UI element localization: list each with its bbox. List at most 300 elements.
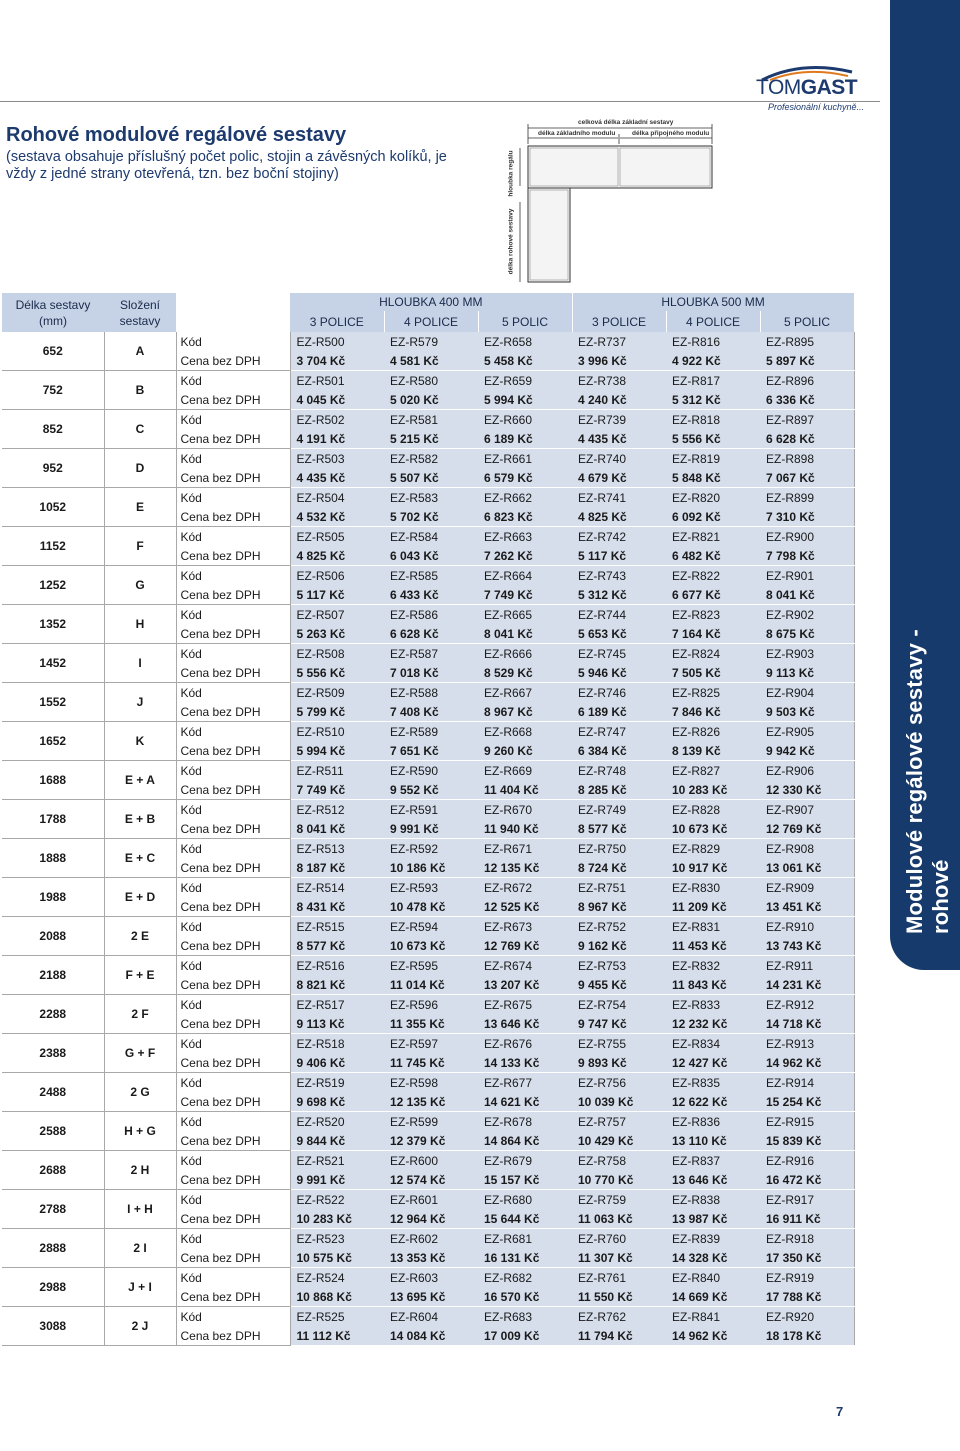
table-row [2,800,854,820]
row-composition: B [104,371,176,410]
product-code: EZ-R582 [384,449,478,469]
row-length: 652 [2,332,104,371]
product-code: EZ-R759 [572,1190,666,1210]
price-value: 10 039 Kč [572,1092,666,1112]
price-value: 6 823 Kč [478,507,572,527]
price-value: 10 283 Kč [290,1209,384,1229]
row-composition: I + H [104,1190,176,1229]
product-code: EZ-R671 [478,839,572,859]
side-tab-label: Modulové regálové sestavy - rohové [902,629,953,934]
table-row [2,917,854,937]
product-code: EZ-R833 [666,995,760,1015]
price-label: Cena bez DPH [176,819,290,839]
price-value: 7 798 Kč [760,546,854,566]
product-code: EZ-R525 [290,1307,384,1327]
product-code: EZ-R592 [384,839,478,859]
header-shelves-500-3: 3 POLICE [572,311,666,332]
row-length: 2988 [2,1268,104,1307]
product-code: EZ-R505 [290,527,384,547]
price-value: 8 431 Kč [290,897,384,917]
price-value: 8 724 Kč [572,858,666,878]
price-value: 6 384 Kč [572,741,666,761]
product-code: EZ-R676 [478,1034,572,1054]
price-value: 7 164 Kč [666,624,760,644]
price-value: 10 868 Kč [290,1287,384,1307]
code-label: Kód [176,878,290,898]
price-value: 4 045 Kč [290,390,384,410]
price-value: 14 084 Kč [384,1326,478,1346]
product-code: EZ-R665 [478,605,572,625]
price-label: Cena bez DPH [176,507,290,527]
table-row [2,605,854,625]
row-length: 2588 [2,1112,104,1151]
row-composition: E + C [104,839,176,878]
product-code: EZ-R659 [478,371,572,391]
row-composition: C [104,410,176,449]
row-length: 1352 [2,605,104,644]
code-label: Kód [176,839,290,859]
product-code: EZ-R678 [478,1112,572,1132]
price-value: 14 962 Kč [666,1326,760,1346]
product-code: EZ-R827 [666,761,760,781]
price-value: 9 455 Kč [572,975,666,995]
product-code: EZ-R757 [572,1112,666,1132]
price-value: 5 994 Kč [478,390,572,410]
row-composition: H + G [104,1112,176,1151]
product-code: EZ-R595 [384,956,478,976]
product-code: EZ-R836 [666,1112,760,1132]
row-composition: I [104,644,176,683]
diagram-label-corner: délka rohové sestavy [507,208,515,275]
price-value: 8 577 Kč [290,936,384,956]
product-code: EZ-R518 [290,1034,384,1054]
table-row [2,1190,854,1210]
title-block [6,124,476,183]
price-value: 5 312 Kč [666,390,760,410]
row-composition: G [104,566,176,605]
price-value: 17 350 Kč [760,1248,854,1268]
price-value: 6 628 Kč [384,624,478,644]
price-value: 10 478 Kč [384,897,478,917]
price-value: 9 991 Kč [384,819,478,839]
price-label: Cena bez DPH [176,663,290,683]
product-code: EZ-R746 [572,683,666,703]
product-code: EZ-R832 [666,956,760,976]
header-depth-400: HLOUBKA 400 MM [290,293,572,311]
row-composition: E + B [104,800,176,839]
product-code: EZ-R919 [760,1268,854,1288]
product-code: EZ-R837 [666,1151,760,1171]
price-value: 7 310 Kč [760,507,854,527]
code-label: Kód [176,800,290,820]
product-code: EZ-R590 [384,761,478,781]
price-value: 6 677 Kč [666,585,760,605]
price-value: 9 747 Kč [572,1014,666,1034]
code-label: Kód [176,410,290,430]
price-value: 8 041 Kč [478,624,572,644]
product-code: EZ-R758 [572,1151,666,1171]
product-code: EZ-R908 [760,839,854,859]
page-subtitle: (sestava obsahuje příslušný počet polic, stojin a závěsných kolíků, je vždy z jedné strany otevřená, tzn. bez boční stojiny) [6,149,447,182]
price-value: 12 964 Kč [384,1209,478,1229]
header-rule [0,101,880,102]
product-code: EZ-R587 [384,644,478,664]
price-value: 12 232 Kč [666,1014,760,1034]
price-value: 9 698 Kč [290,1092,384,1112]
price-value: 11 307 Kč [572,1248,666,1268]
row-length: 1652 [2,722,104,761]
price-value: 14 621 Kč [478,1092,572,1112]
price-value: 8 041 Kč [290,819,384,839]
product-code: EZ-R737 [572,332,666,351]
price-label: Cena bez DPH [176,351,290,371]
price-value: 5 117 Kč [290,585,384,605]
page-number: 7 [836,1404,844,1419]
product-code: EZ-R754 [572,995,666,1015]
code-label: Kód [176,722,290,742]
price-value: 5 117 Kč [572,546,666,566]
product-code: EZ-R831 [666,917,760,937]
price-value: 7 651 Kč [384,741,478,761]
code-label: Kód [176,605,290,625]
price-value: 13 451 Kč [760,897,854,917]
product-code: EZ-R913 [760,1034,854,1054]
price-label: Cena bez DPH [176,936,290,956]
price-value: 16 472 Kč [760,1170,854,1190]
product-code: EZ-R517 [290,995,384,1015]
price-value: 3 704 Kč [290,351,384,371]
product-code: EZ-R585 [384,566,478,586]
price-label: Cena bez DPH [176,702,290,722]
row-length: 2388 [2,1034,104,1073]
product-code: EZ-R591 [384,800,478,820]
product-code: EZ-R600 [384,1151,478,1171]
table-row [2,449,854,469]
product-code: EZ-R683 [478,1307,572,1327]
diagram-label-total: celková délka základní sestavy [578,119,674,126]
price-value: 17 788 Kč [760,1287,854,1307]
price-value: 12 622 Kč [666,1092,760,1112]
product-code: EZ-R828 [666,800,760,820]
price-value: 8 967 Kč [572,897,666,917]
price-value: 7 749 Kč [290,780,384,800]
product-code: EZ-R680 [478,1190,572,1210]
price-value: 9 503 Kč [760,702,854,722]
product-code: EZ-R667 [478,683,572,703]
price-value: 5 215 Kč [384,429,478,449]
table-row [2,527,854,547]
code-label: Kód [176,1190,290,1210]
product-code: EZ-R503 [290,449,384,469]
price-value: 6 433 Kč [384,585,478,605]
price-value: 9 942 Kč [760,741,854,761]
table-row [2,1229,854,1249]
header-length: Délka sestavy (mm) [2,293,104,332]
row-length: 1888 [2,839,104,878]
price-value: 13 207 Kč [478,975,572,995]
table-row [2,956,854,976]
price-label: Cena bez DPH [176,468,290,488]
price-value: 4 191 Kč [290,429,384,449]
price-value: 5 020 Kč [384,390,478,410]
price-value: 6 189 Kč [478,429,572,449]
price-label: Cena bez DPH [176,1209,290,1229]
price-value: 12 525 Kč [478,897,572,917]
diagram-label-add: délka připojného modulu [632,130,710,137]
product-code: EZ-R820 [666,488,760,508]
price-value: 8 139 Kč [666,741,760,761]
product-code: EZ-R761 [572,1268,666,1288]
table-row [2,722,854,742]
price-value: 9 260 Kč [478,741,572,761]
code-label: Kód [176,1307,290,1327]
code-label: Kód [176,1073,290,1093]
product-code: EZ-R901 [760,566,854,586]
product-code: EZ-R597 [384,1034,478,1054]
price-value: 4 581 Kč [384,351,478,371]
price-value: 11 014 Kč [384,975,478,995]
row-length: 1252 [2,566,104,605]
product-code: EZ-R755 [572,1034,666,1054]
product-code: EZ-R740 [572,449,666,469]
tomgast-logo [756,58,865,118]
product-code: EZ-R679 [478,1151,572,1171]
product-code: EZ-R584 [384,527,478,547]
price-value: 14 669 Kč [666,1287,760,1307]
corner-shelf-drawing [500,118,730,288]
price-value: 18 178 Kč [760,1326,854,1346]
row-composition: H [104,605,176,644]
product-code: EZ-R822 [666,566,760,586]
product-code: EZ-R513 [290,839,384,859]
price-value: 6 189 Kč [572,702,666,722]
price-value: 7 505 Kč [666,663,760,683]
price-value: 5 507 Kč [384,468,478,488]
code-label: Kód [176,995,290,1015]
product-code: EZ-R508 [290,644,384,664]
row-composition: G + F [104,1034,176,1073]
product-code: EZ-R594 [384,917,478,937]
price-value: 14 328 Kč [666,1248,760,1268]
row-composition: 2 E [104,917,176,956]
price-value: 5 312 Kč [572,585,666,605]
code-label: Kód [176,449,290,469]
product-code: EZ-R602 [384,1229,478,1249]
row-length: 2888 [2,1229,104,1268]
price-value: 10 673 Kč [384,936,478,956]
price-value: 15 644 Kč [478,1209,572,1229]
product-code: EZ-R504 [290,488,384,508]
product-code: EZ-R817 [666,371,760,391]
price-label: Cena bez DPH [176,1248,290,1268]
row-composition: 2 I [104,1229,176,1268]
price-value: 13 646 Kč [666,1170,760,1190]
price-value: 14 864 Kč [478,1131,572,1151]
diagram-label-depth: hloubka regálu [507,150,515,197]
price-label: Cena bez DPH [176,780,290,800]
product-code: EZ-R599 [384,1112,478,1132]
product-code: EZ-R670 [478,800,572,820]
product-code: EZ-R762 [572,1307,666,1327]
product-code: EZ-R668 [478,722,572,742]
table-row [2,1268,854,1288]
product-code: EZ-R744 [572,605,666,625]
price-value: 9 552 Kč [384,780,478,800]
product-code: EZ-R745 [572,644,666,664]
price-value: 15 839 Kč [760,1131,854,1151]
product-code: EZ-R823 [666,605,760,625]
product-code: EZ-R743 [572,566,666,586]
header-composition: Složení sestavy [104,293,176,332]
price-label: Cena bez DPH [176,1014,290,1034]
price-value: 5 848 Kč [666,468,760,488]
product-code: EZ-R825 [666,683,760,703]
product-code: EZ-R501 [290,371,384,391]
price-value: 3 996 Kč [572,351,666,371]
product-code: EZ-R899 [760,488,854,508]
row-length: 1552 [2,683,104,722]
product-code: EZ-R752 [572,917,666,937]
product-code: EZ-R829 [666,839,760,859]
price-value: 14 133 Kč [478,1053,572,1073]
product-code: EZ-R515 [290,917,384,937]
product-code: EZ-R500 [290,332,384,351]
product-code: EZ-R756 [572,1073,666,1093]
row-composition: 2 G [104,1073,176,1112]
price-value: 4 922 Kč [666,351,760,371]
code-label: Kód [176,761,290,781]
row-composition: J + I [104,1268,176,1307]
product-code: EZ-R821 [666,527,760,547]
product-code: EZ-R918 [760,1229,854,1249]
price-label: Cena bez DPH [176,585,290,605]
product-code: EZ-R915 [760,1112,854,1132]
product-code: EZ-R519 [290,1073,384,1093]
price-value: 5 458 Kč [478,351,572,371]
price-value: 10 917 Kč [666,858,760,878]
code-label: Kód [176,1034,290,1054]
product-code: EZ-R588 [384,683,478,703]
row-length: 1988 [2,878,104,917]
product-code: EZ-R677 [478,1073,572,1093]
code-label: Kód [176,1112,290,1132]
product-code: EZ-R675 [478,995,572,1015]
product-code: EZ-R523 [290,1229,384,1249]
price-value: 13 743 Kč [760,936,854,956]
price-value: 10 575 Kč [290,1248,384,1268]
code-label: Kód [176,566,290,586]
price-value: 5 897 Kč [760,351,854,371]
price-value: 5 556 Kč [290,663,384,683]
product-code: EZ-R598 [384,1073,478,1093]
price-value: 9 844 Kč [290,1131,384,1151]
price-value: 4 825 Kč [572,507,666,527]
logo-name: TOMGAST [756,76,858,99]
price-value: 9 893 Kč [572,1053,666,1073]
product-code: EZ-R522 [290,1190,384,1210]
price-value: 8 577 Kč [572,819,666,839]
product-code: EZ-R748 [572,761,666,781]
product-code: EZ-R840 [666,1268,760,1288]
price-value: 12 379 Kč [384,1131,478,1151]
product-code: EZ-R824 [666,644,760,664]
header-shelves-400-3: 3 POLICE [290,311,384,332]
price-value: 7 408 Kč [384,702,478,722]
price-value: 8 821 Kč [290,975,384,995]
price-value: 6 579 Kč [478,468,572,488]
price-value: 4 825 Kč [290,546,384,566]
price-value: 8 529 Kč [478,663,572,683]
header-depth-500: HLOUBKA 500 MM [572,293,854,311]
price-value: 13 110 Kč [666,1131,760,1151]
price-value: 5 994 Kč [290,741,384,761]
row-length: 1152 [2,527,104,566]
price-value: 7 262 Kč [478,546,572,566]
product-code: EZ-R663 [478,527,572,547]
price-value: 12 769 Kč [478,936,572,956]
table-row [2,1034,854,1054]
table-row [2,371,854,391]
product-code: EZ-R661 [478,449,572,469]
product-code: EZ-R910 [760,917,854,937]
product-code: EZ-R909 [760,878,854,898]
row-length: 1688 [2,761,104,800]
product-code: EZ-R596 [384,995,478,1015]
product-code: EZ-R662 [478,488,572,508]
price-label: Cena bez DPH [176,897,290,917]
product-code: EZ-R674 [478,956,572,976]
price-value: 14 718 Kč [760,1014,854,1034]
table-row [2,332,854,351]
price-value: 12 574 Kč [384,1170,478,1190]
row-length: 2088 [2,917,104,956]
product-code: EZ-R601 [384,1190,478,1210]
product-code: EZ-R682 [478,1268,572,1288]
price-value: 10 429 Kč [572,1131,666,1151]
product-code: EZ-R816 [666,332,760,351]
header-shelves-400-4: 4 POLICE [384,311,478,332]
price-value: 7 067 Kč [760,468,854,488]
price-value: 11 550 Kč [572,1287,666,1307]
row-composition: E + A [104,761,176,800]
price-value: 13 987 Kč [666,1209,760,1229]
price-label: Cena bez DPH [176,390,290,410]
price-value: 13 061 Kč [760,858,854,878]
product-code: EZ-R738 [572,371,666,391]
product-code: EZ-R896 [760,371,854,391]
row-composition: A [104,332,176,371]
price-value: 5 946 Kč [572,663,666,683]
code-label: Kód [176,1151,290,1171]
price-value: 4 435 Kč [290,468,384,488]
price-value: 9 162 Kč [572,936,666,956]
row-length: 2188 [2,956,104,995]
table-row [2,839,854,859]
table-row [2,488,854,508]
price-value: 10 770 Kč [572,1170,666,1190]
product-code: EZ-R593 [384,878,478,898]
product-code: EZ-R830 [666,878,760,898]
product-code: EZ-R741 [572,488,666,508]
product-code: EZ-R502 [290,410,384,430]
product-code: EZ-R750 [572,839,666,859]
price-value: 11 404 Kč [478,780,572,800]
product-code: EZ-R586 [384,605,478,625]
code-label: Kód [176,683,290,703]
row-length: 2688 [2,1151,104,1190]
product-code: EZ-R580 [384,371,478,391]
product-code: EZ-R673 [478,917,572,937]
